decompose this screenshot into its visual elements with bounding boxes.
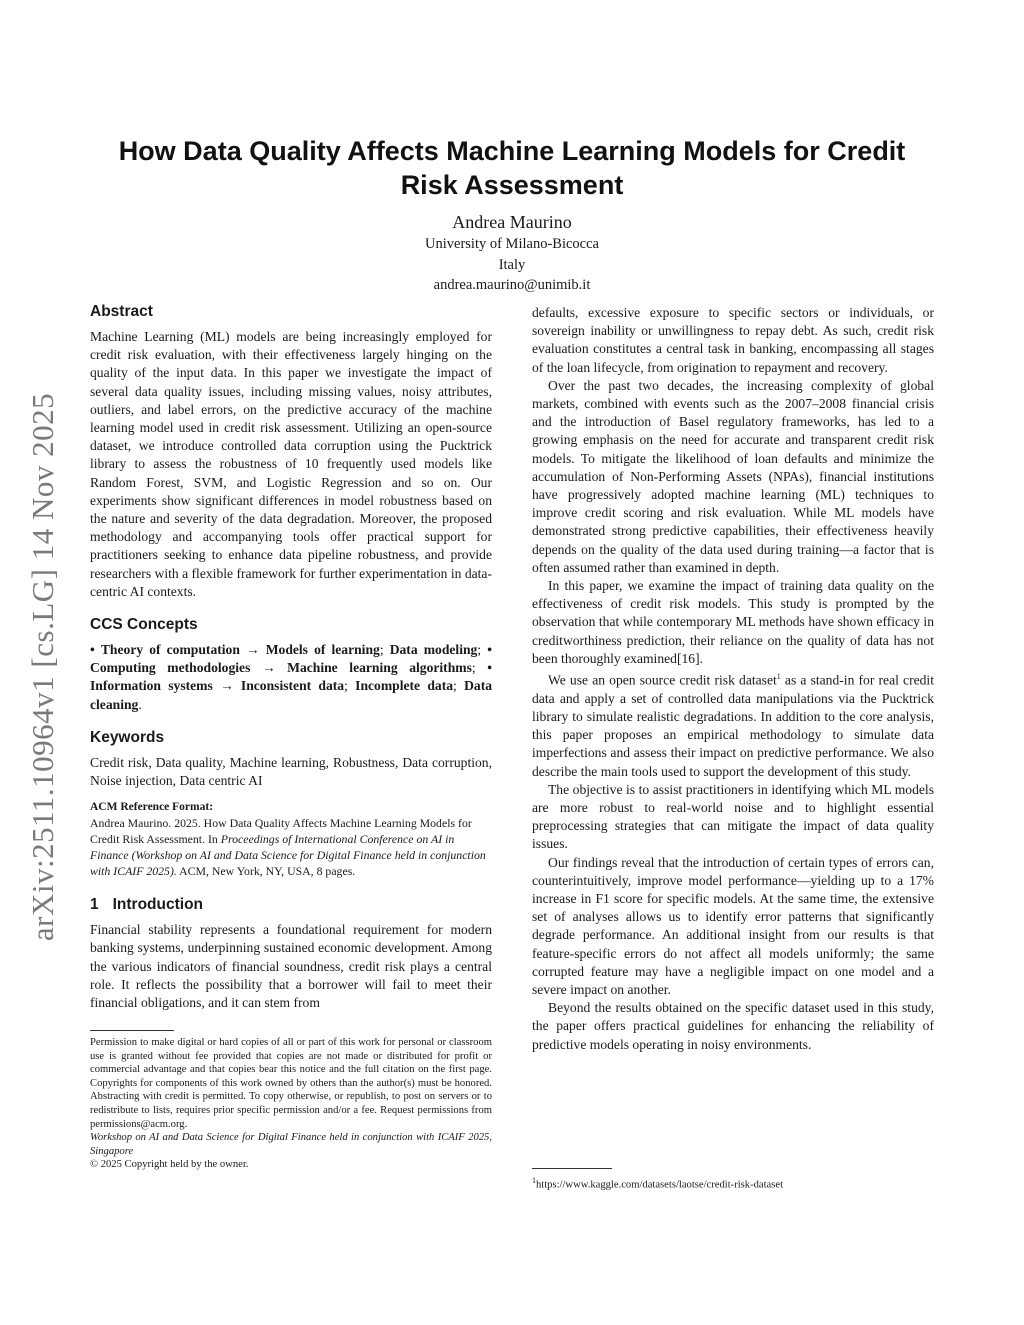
acm-reference-label: ACM Reference Format: (90, 801, 214, 814)
author-affiliation: University of Milano-Bicocca (425, 236, 599, 252)
footnote-marker[interactable]: 1 (776, 672, 781, 682)
abstract-heading: Abstract (90, 303, 153, 320)
author-name: Andrea Maurino (452, 212, 572, 232)
ccs-heading: CCS Concepts (90, 616, 198, 634)
footnote: $^1$https://www.kaggle.com/datasets/laotse/credit-risk-dataset (532, 1176, 784, 1191)
keywords-heading: Keywords (90, 728, 165, 746)
permission-text: Permission to make digital or hard copies of all or part of this work for personal or classroom use is granted without fee provided that copies are not made or distributed for profit or commercial advantage and that copies bear this notice and the full citation on the first page. Copyrights for components of this work owned by others than the author(s) must be honored. Abstracting with credit is permitted. To copy otherwise, or republish, to post on servers or to redistribute to lists, requires prior specific permission and/or a fee. Request permissions from permissions@acm.org. (90, 1037, 492, 1130)
author-block (300, 210, 724, 296)
intro-paragraph-4: We use an open source credit risk dataset$^1$ as a stand-in for real credit data and apply a set of controlled data manipulations via the Pucktrick library to simulate realistic degradations. In addition to the core analysis, this paper proposes an empirical methodology to simulate data imperfections and assess their impact on predictive performance. We also describe the main tools used to support the development of this study. (532, 672, 934, 779)
right-column (532, 304, 934, 1054)
abstract-text: Machine Learning (ML) models are being increasingly employed for credit risk evaluation, with their effectiveness largely hinging on the quality of the input data. In this paper we investigate the impact of several data quality issues, including missing values, noisy attributes, outliers, and label errors, on the predictive accuracy of the machine learning model used in credit risk assessment. Utilizing an open-source dataset, we introduce controlled data corruption using the Pucktrick library to assess the robustness of 10 frequently used models like Random Forest, SVM, and Logistic Regression and so on. Our experiments show significant differences in model robustness based on the nature and severity of the data degradation. Moreover, the proposed methodology and accompanying tools offer practical support for practitioners seeking to enhance data pipeline robustness, and provide researchers with a flexible framework for further experimentation in data-centric AI contexts. (90, 329, 492, 599)
left-column (90, 302, 492, 1012)
copyright-line: © 2025 Copyright held by the owner. (90, 1159, 249, 1171)
intro-paragraph-1: Financial stability represents a foundational requirement for modern banking systems, underpinning sustained economic development. Among the various indicators of financial soundness, credit risk plays a central role. It reflects the possibility that a borrower will fail to meet their financial obligations, and it can stem from (90, 922, 492, 1011)
footnote-rule (532, 1168, 612, 1169)
intro-paragraph-1-continued: defaults, excessive exposure to specific sectors or individuals, or sovereign inability or unwillingness to repay debt. As such, credit risk evaluation constitutes a central task in banking, encompassing all stages of the loan lifecycle, from origination to repayment and recovery. (532, 305, 934, 375)
keywords-text: Credit risk, Data quality, Machine learning, Robustness, Data corruption, Noise injection, Data centric AI (90, 754, 492, 789)
author-email[interactable]: andrea.maurino@unimib.it (433, 277, 591, 293)
intro-paragraph-2: Over the past two decades, the increasing complexity of global markets, combined with events such as the 2007–2008 financial crisis and the introduction of Basel regulatory frameworks, has led to a growing emphasis on the need for accurate and transparent credit risk models. To mitigate the likelihood of loan defaults and minimize the accumulation of Non-Performing Assets (NPAs), financial institutions have progressively adopted machine learning (ML) techniques to improve credit scoring and risk evaluation. While ML models have demonstrated strong predictive capabilities, their effectiveness heavily depends on the quality of the data used during training—a factor that is often assumed rather than examined in depth. (532, 377, 934, 575)
intro-paragraph-3: In this paper, we examine the impact of training data quality on the effectiveness of credit risk models. This study is prompted by the observation that while contemporary ML methods have shown efficacy in creditworthiness prediction, their reliance on the quality of data has not been thoroughly examined[16]. (532, 578, 934, 666)
arxiv-stamp-text: arXiv:2511.10964v1 [cs.LG] 14 Nov 2025 (25, 392, 61, 942)
intro-paragraph-6: Our findings reveal that the introduction of certain types of errors can, counterintuitively, improve model performance—yielding up to a 17% increase in F1 score for specific models. At the same time, the extensive set of analyses allows us to identify error patterns that significantly degrade performance. An additional insight from our results is that feature-specific errors do not affect all models uniformly; the same corrupted feature may have a negligible impact on one model and a severe impact on another. (532, 854, 934, 998)
permission-venue: Workshop on AI and Data Science for Digital Finance held in conjunction with ICAIF 2025, Singapore (90, 1132, 492, 1157)
introduction-heading: 1 Introduction (90, 896, 204, 914)
paper-title: How Data Quality Affects Machine Learning Models for Credit Risk Assessment (118, 136, 906, 200)
intro-paragraph-5: The objective is to assist practitioners in identifying which ML models are more robust to real-world noise and to highlight essential preprocessing strategies that can mitigate the impact of data quality issues. (532, 781, 934, 852)
arxiv-stamp (16, 372, 70, 962)
ccs-concepts: • Theory of computation → Models of learning; Data modeling; • Computing methodologies → Machine learning algorithms; • Information systems → Inconsistent data; Incomplete data; Data cleaning. (90, 642, 493, 712)
author-country: Italy (498, 256, 526, 273)
permission-notice (90, 1036, 492, 1172)
permission-rule (90, 1030, 174, 1031)
acm-reference-text: Andrea Maurino. 2025. How Data Quality Affects Machine Learning Models for Credit Risk Assessment. In Proceedings of International Conference on AI in Finance (Workshop on AI and Data Science for Digital Finance held in conjunction with ICAIF 2025). ACM, New York, NY, USA, 8 pages. (90, 816, 486, 879)
intro-paragraph-7: Beyond the results obtained on the specific dataset used in this study, the paper offers practical guidelines for enhancing the reliability of predictive models operating in noisy environments. (532, 1000, 934, 1052)
footnote-url[interactable]: https://www.kaggle.com/datasets/laotse/credit-risk-dataset (536, 1179, 784, 1191)
